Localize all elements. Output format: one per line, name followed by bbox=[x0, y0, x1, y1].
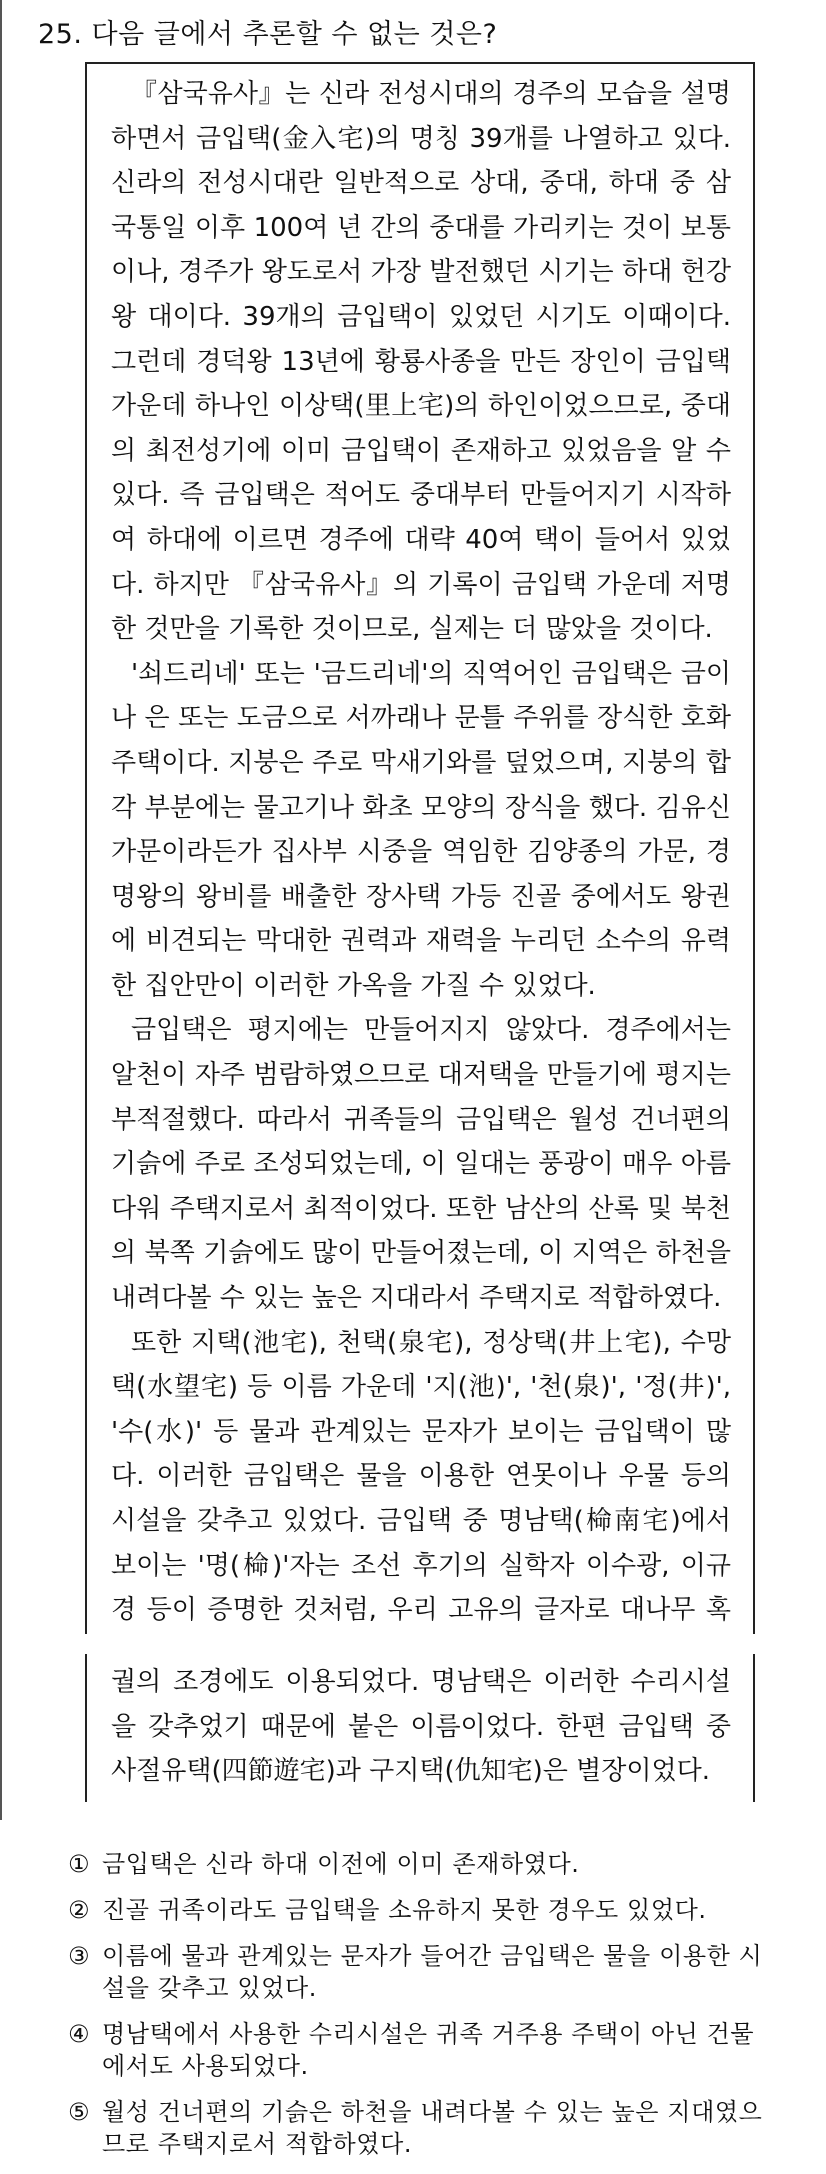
option-number: ⑤ bbox=[68, 2098, 90, 2126]
passage-paragraph-1: 『삼국유사』는 신라 전성시대의 경주의 모습을 설명하면서 금입택(金入宅)의 명칭 39개를 나열하고 있다. 신라의 전성시대란 일반적으로 상대, 중대, 하대 중 삼국통일 이후 100여 년 간의 중대를 가리키는 것이 보통이나, 경주가 왕도로서 가장 발전했던 시기는 하대 헌강왕 대이다. 39개의 금입택이 있었던 시기도 이때이다. 그런데 경덕왕 13년에 황룡사종을 만든 장인이 금입택 가운데 하나인 이상택(里上宅)의 하인이었으므로, 중대의 최전성기에 이미 금입택이 존재하고 있었음을 알 수 있다. 즉 금입택은 적어도 중대부터 만들어지기 시작하여 하대에 이르면 경주에 대략 40여 택이 들어서 있었다. 하지만 『삼국유사』의 기록이 금입택 가운데 저명한 것만을 기록한 것이므로, 실제는 더 많았을 것이다. bbox=[111, 79, 731, 645]
passage-paragraph-3: 금입택은 평지에는 만들어지지 않았다. 경주에서는 알천이 자주 범람하였으므로 대저택을 만들기에 평지는 부적절했다. 따라서 귀족들의 금입택은 월성 건너편의 기슭에 주로 조성되었는데, 이 일대는 풍광이 매우 아름다워 주택지로서 최적이었다. 또한 남산의 산록 및 북천의 북쪽 기슭에도 많이 만들어졌는데, 이 지역은 하천을 내려다볼 수 있는 높은 지대라서 주택지로 적합하였다. bbox=[111, 1015, 731, 1314]
option-number: ① bbox=[68, 1850, 90, 1878]
option-1[interactable] bbox=[68, 1848, 768, 1880]
option-3[interactable] bbox=[68, 1940, 768, 2004]
option-number: ④ bbox=[68, 2020, 90, 2048]
passage-paragraph-2: '쇠드리네' 또는 '금드리네'의 직역어인 금입택은 금이나 은 또는 도금으로 서까래나 문틀 주위를 장식한 호화주택이다. 지붕은 주로 막새기와를 덮었으며, 지붕의 합각 부분에는 물고기나 화초 모양의 장식을 했다. 김유신 가문이라든가 집사부 시중을 역임한 김양종의 가문, 경명왕의 왕비를 배출한 장사택 가등 진골 중에서도 왕권에 비견되는 막대한 권력과 재력을 누리던 소수의 유력한 집안만이 이러한 가옥을 가질 수 있었다. bbox=[111, 658, 731, 1001]
option-2[interactable] bbox=[68, 1894, 768, 1926]
option-number: ③ bbox=[68, 1942, 90, 1970]
option-5[interactable] bbox=[68, 2096, 768, 2160]
option-text: 진골 귀족이라도 금입택을 소유하지 못한 경우도 있었다. bbox=[102, 1896, 707, 1924]
option-text: 명남택에서 사용한 수리시설은 귀족 거주용 주택이 아닌 건물에서도 사용되었다. bbox=[102, 2020, 755, 2080]
option-4[interactable] bbox=[68, 2018, 768, 2082]
option-text: 이름에 물과 관계있는 문자가 들어간 금입택은 물을 이용한 시설을 갖추고 있었다. bbox=[102, 1942, 763, 2002]
passage-paragraph-4: 또한 지택(池宅), 천택(泉宅), 정상택(井上宅), 수망택(水望宅) 등 이름 가운데 '지(池)', '천(泉)', '정(井)', '수(水)' 등 물과 관계있는 문자가 보이는 금입택이 많다. 이러한 금입택은 물을 이용한 연못이나 우물 등의 시설을 갖추고 있었다. 금입택 중 명남택(椧南宅)에서 보이는 '명(椧)'자는 조선 후기의 실학자 이수광, 이규경 등이 증명한 것처럼, 우리 고유의 글자로 대나무 혹 bbox=[111, 1327, 731, 1626]
option-text: 월성 건너편의 기슭은 하천을 내려다볼 수 있는 높은 지대였으므로 주택지로서 적합하였다. bbox=[102, 2098, 763, 2158]
option-text: 금입택은 신라 하대 이전에 이미 존재하였다. bbox=[102, 1850, 580, 1878]
question-title: 25. 다음 글에서 추론할 수 없는 것은? bbox=[38, 19, 498, 50]
passage-continuation: 궐의 조경에도 이용되었다. 명남택은 이러한 수리시설을 갖추었기 때문에 붙은 이름이었다. 한편 금입택 중 사절유택(四節遊宅)과 구지택(仇知宅)은 별장이었다. bbox=[111, 1667, 731, 1787]
passage-box-continuation bbox=[85, 1654, 755, 1802]
passage-box bbox=[85, 62, 755, 1634]
left-margin-rule bbox=[0, 0, 2, 1820]
option-number: ② bbox=[68, 1896, 90, 1924]
answer-options bbox=[68, 1848, 768, 2174]
